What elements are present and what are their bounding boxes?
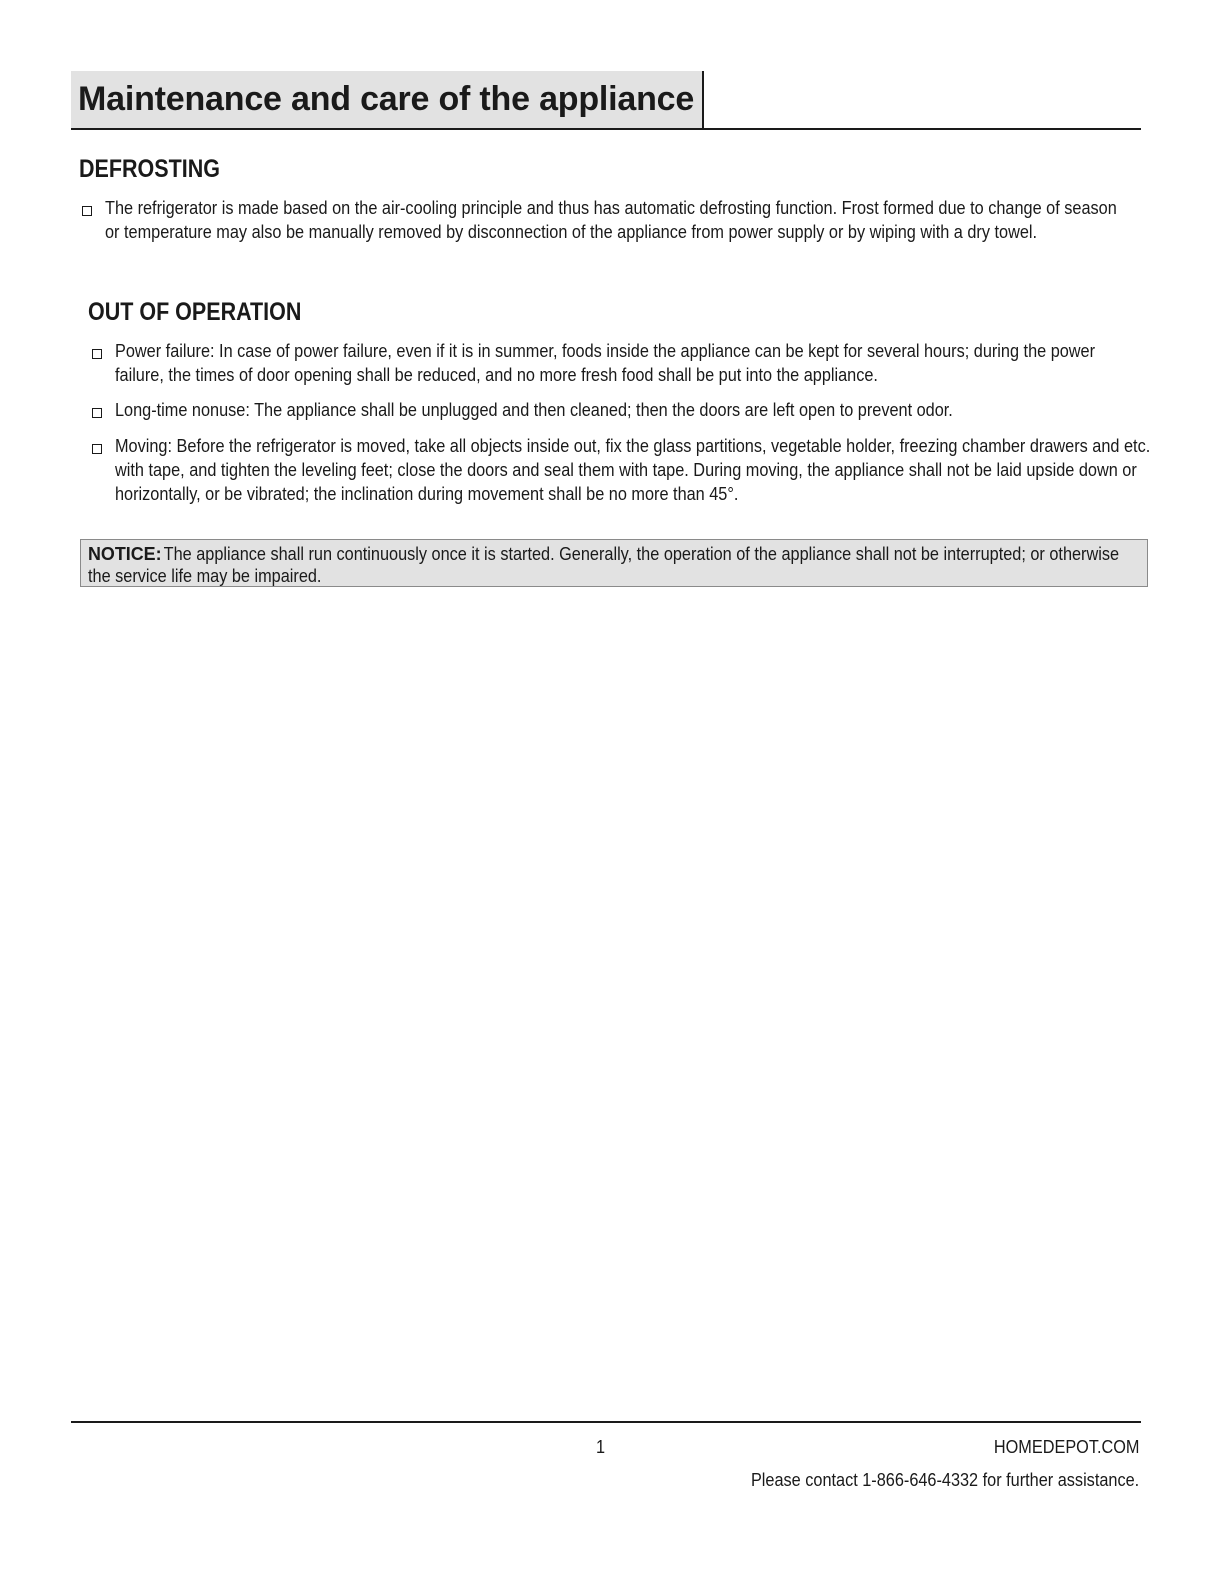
checkbox-icon bbox=[92, 349, 102, 359]
long-time-nonuse-item: Long-time nonuse: The appliance shall be unplugged and then cleaned; then the doors are left open to prevent odor. bbox=[115, 399, 953, 420]
page-number: 1 bbox=[596, 1436, 606, 1457]
notice-text: The appliance shall run continuously once it is started. Generally, the operation of the appliance shall not be interrupted; or otherwise the service life may be impaired. bbox=[88, 543, 1120, 586]
defrosting-item: The refrigerator is made based on the air-cooling principle and thus has automatic defrosting function. Frost formed due to change of season or temperature may also be manually removed by disconnection of the appliance from power supply or by wiping with a dry towel. bbox=[105, 197, 1117, 242]
power-failure-item: Power failure: In case of power failure, even if it is in summer, foods inside the appliance can be kept for several hours; during the power failure, the times of door opening shall be reduced, and no more fresh food shall be put into the appliance. bbox=[115, 340, 1096, 385]
checkbox-icon bbox=[92, 408, 102, 418]
contact-info: Please contact 1-866-646-4332 for further assistance. bbox=[750, 1469, 1139, 1490]
out-of-operation-heading: OUT OF OPERATION bbox=[88, 298, 302, 326]
page-title: Maintenance and care of the appliance bbox=[71, 71, 704, 128]
defrosting-heading: DEFROSTING bbox=[79, 155, 220, 183]
moving-item: Moving: Before the refrigerator is moved, take all objects inside out, fix the glass partitions, vegetable holder, freezing chamber drawers and etc. with tape, and tighten the leveling feet; close the doors and seal them with tape. During moving, the appliance shall not be laid upside down or horizontally, or be vibrated; the inclination during movement shall be no more than 45°. bbox=[115, 435, 1151, 504]
checkbox-icon bbox=[82, 206, 92, 216]
notice-box bbox=[80, 539, 1148, 587]
website-link: HOMEDEPOT.COM bbox=[993, 1436, 1139, 1457]
footer-divider bbox=[71, 1421, 1141, 1423]
page-header bbox=[71, 71, 1141, 130]
notice-content bbox=[88, 543, 1135, 587]
notice-label: NOTICE: bbox=[88, 544, 162, 564]
checkbox-icon bbox=[92, 444, 102, 454]
